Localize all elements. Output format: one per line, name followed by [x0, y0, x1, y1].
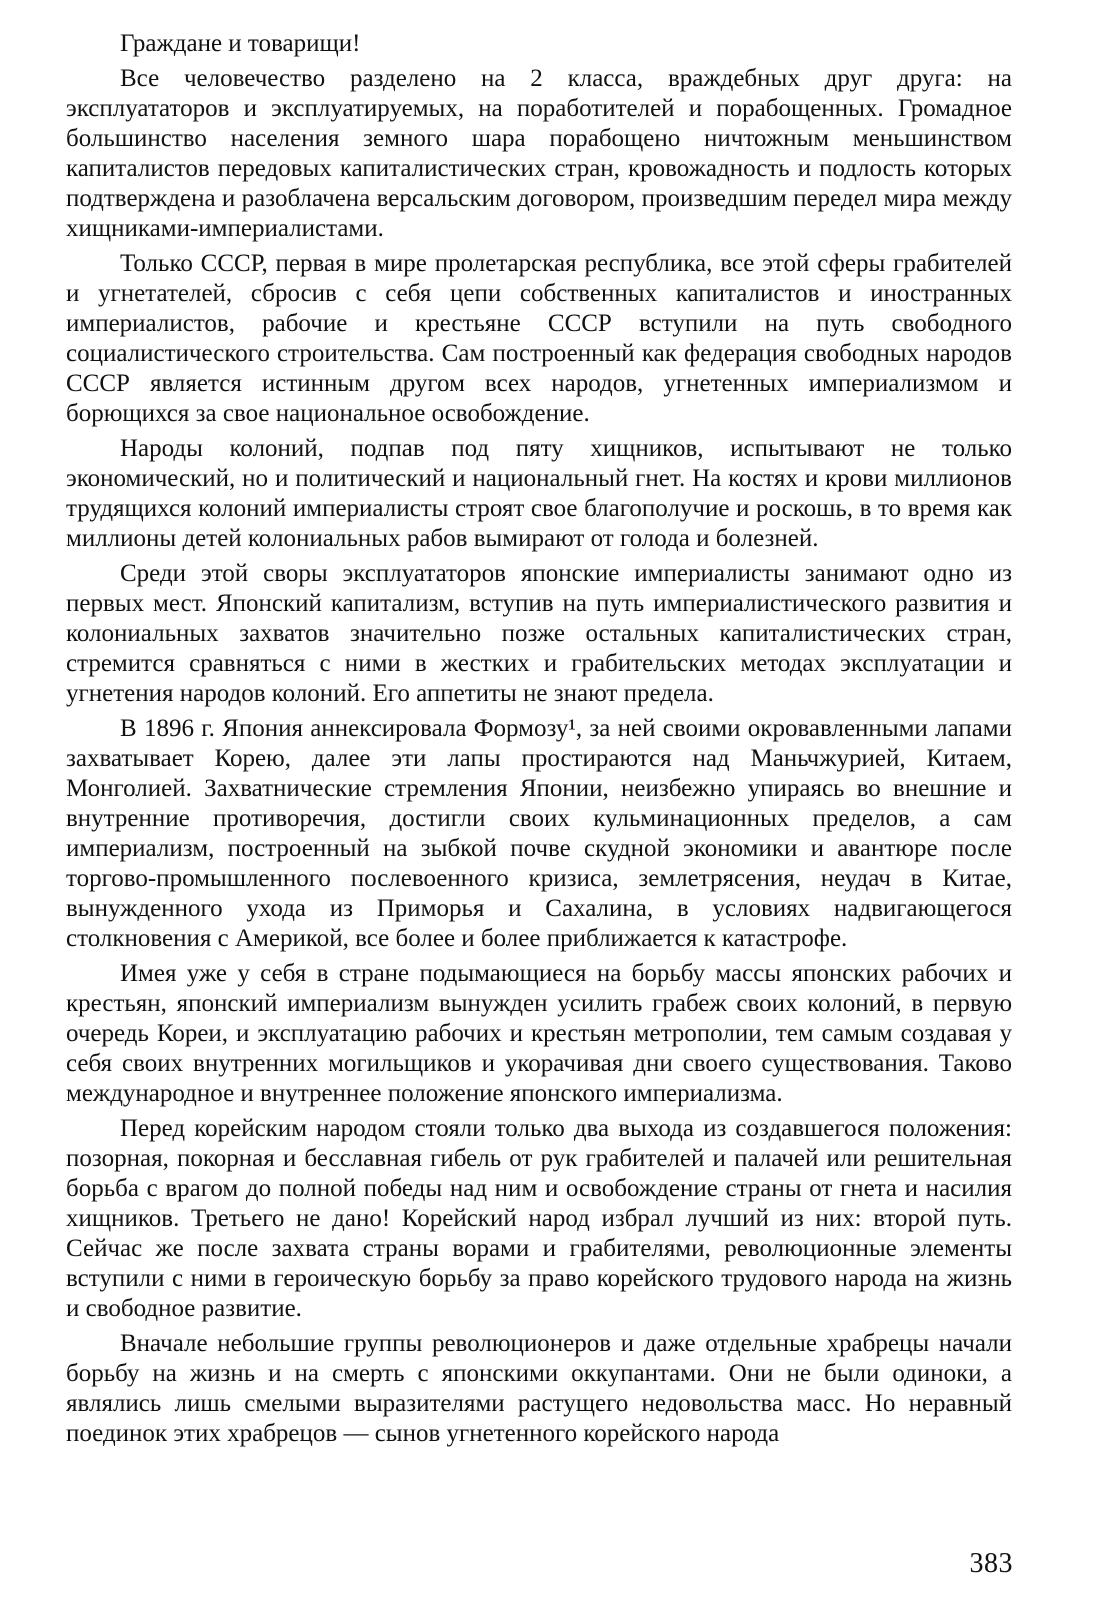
- document-body: [66, 28, 1012, 1449]
- paragraph-8: Вначале небольшие группы революционеров и даже отдельные храбрецы начали борьбу на жизнь и на смерть с японскими оккупантами. Они не были одиноки, а являлись лишь смелыми выразителями растущего недовольства масс. Но неравный поединок этих храбрецов — сынов угнетенного корейского народа: [66, 1330, 1012, 1447]
- paragraph-6: Имея уже у себя в стране подымающиеся на борьбу массы японских рабочих и крестьян, японский империализм вынужден усилить грабеж своих колоний, в первую очередь Кореи, и эксплуатацию рабочих и крестьян метрополии, тем самым создавая у себя своих внутренних могильщиков и укорачивая дни своего существования. Таково международное и внутреннее положение японского империализма.: [66, 960, 1012, 1107]
- paragraph-5: В 1896 г. Япония аннексировала Формозу¹, за ней своими окровавленными лапами захватывает Корею, далее эти лапы простираются над Маньчжурией, Китаем, Монголией. Захватнические стремления Японии, неизбежно упираясь во внешние и внутренние противоречия, достигли своих кульминационных пределов, а сам империализм, построенный на зыбкой почве скудной экономики и авантюре после торгово-промышленного послевоенного кризиса, землетрясения, неудач в Китае, вынужденного ухода из Приморья и Сахалина, в условиях надвигающегося столкновения с Америкой, все более и более приближается к катастрофе.: [66, 715, 1012, 952]
- greeting-line: Граждане и товарищи!: [120, 30, 361, 57]
- paragraph-2: Только СССР, первая в мире пролетарская республика, все этой сферы грабителей и угнетателей, сбросив с себя цепи собственных капиталистов и иностранных империалистов, рабочие и крестьяне СССР вступили на путь свободного социалистического строительства. Сам построенный как федерация свободных народов СССР является истинным другом всех народов, угнетенных империализмом и борющихся за свое национальное освобождение.: [66, 250, 1012, 427]
- paragraph-1: Все человечество разделено на 2 класса, враждебных друг друга: на эксплуататоров и эксплуатируемых, на поработителей и порабощенных. Громадное большинство населения земного шара порабощено ничтожным меньшинством капиталистов передовых капиталистических стран, кровожадность и подлость которых подтверждена и разоблачена версальским договором, произведшим передел мира между хищниками-империалистами.: [66, 65, 1012, 242]
- paragraph-7: Перед корейским народом стояли только два выхода из создавшегося положения: позорная, покорная и бесславная гибель от рук грабителей и палачей или решительная борьба с врагом до полной победы над ним и освобождение страны от гнета и насилия хищников. Третьего не дано! Корейский народ избрал лучший из них: второй путь. Сейчас же после захвата страны ворами и грабителями, революционные элементы вступили с ними в героическую борьбу за право корейского трудового народа на жизнь и свободное развитие.: [66, 1115, 1012, 1322]
- paragraph-3: Народы колоний, подпав под пяту хищников, испытывают не только экономический, но и политический и национальный гнет. На костях и крови миллионов трудящихся колоний империалисты строят свое благополучие и роскошь, в то время как миллионы детей колониальных рабов вымирают от голода и болезней.: [66, 435, 1012, 552]
- paragraph-4: Среди этой своры эксплуататоров японские империалисты занимают одно из первых мест. Японский капитализм, вступив на путь империалистического развития и колониальных захватов значительно позже остальных капиталистических стран, стремится сравняться с ними в жестких и грабительских методах эксплуатации и угнетения народов колоний. Его аппетиты не знают предела.: [66, 560, 1012, 707]
- page-number: 383: [969, 1548, 1013, 1579]
